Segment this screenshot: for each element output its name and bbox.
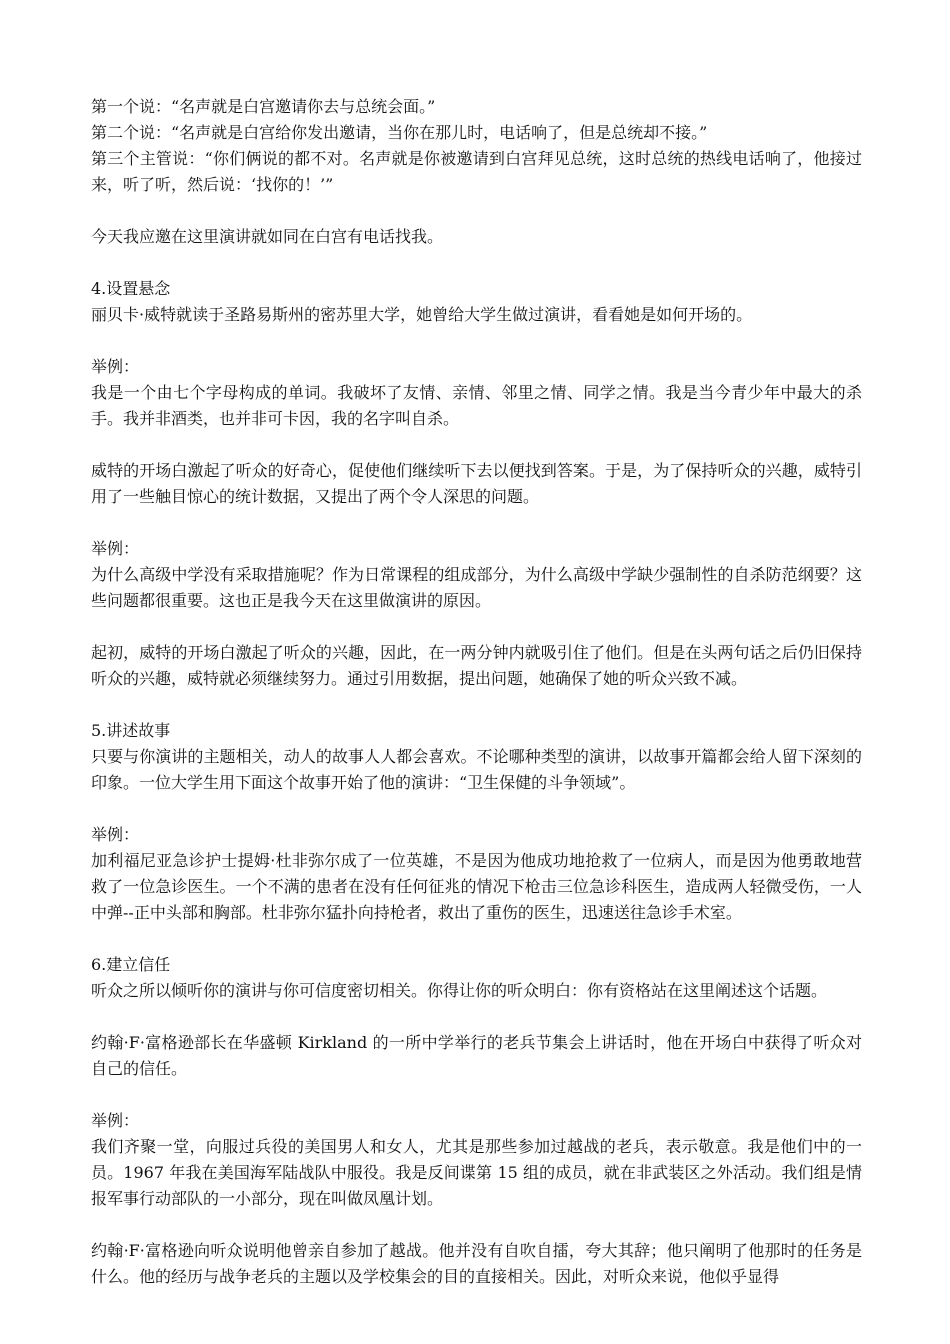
paragraph: 第二个说：“名声就是白宫给你发出邀请，当你在那儿时，电话响了，但是总统却不接。” [91,123,708,142]
paragraph: 举例： [91,825,140,844]
paragraph: 约翰·F·富格逊部长在华盛顿 Kirkland 的一所中学举行的老兵节集会上讲话时，他在开场白中获得了听众对自己的信任。 [91,1033,862,1078]
paragraph: 丽贝卡·威特就读于圣路易斯州的密苏里大学，她曾给大学生做过演讲，看看她是如何开场的。 [91,305,753,324]
paragraph: 起初，威特的开场白激起了听众的兴趣，因此，在一两分钟内就吸引住了他们。但是在头两句话之后仍旧保持听众的兴趣，威特就必须继续努力。通过引用数据，提出问题，她确保了她的听众兴致不减。 [91,643,862,688]
document-body [91,94,862,1290]
blank-line [91,796,862,822]
paragraph: 第一个说：“名声就是白宫邀请你去与总统会面。” [91,97,436,116]
paragraph: 我们齐聚一堂，向服过兵役的美国男人和女人，尤其是那些参加过越战的老兵，表示敬意。我是他们中的一员。1967 年我在美国海军陆战队中服役。我是反间谍第 15 组的成员，就在非武装区之外活动。我们组是情报军事行动部队的一小部分，现在叫做凤凰计划。 [91,1137,862,1208]
blank-line [91,692,862,718]
paragraph: 举例： [91,357,140,376]
blank-line [91,614,862,640]
paragraph: 举例： [91,539,140,558]
blank-line [91,926,862,952]
paragraph: 4.设置悬念 [91,279,171,298]
paragraph: 6.建立信任 [91,955,171,974]
blank-line [91,1212,862,1238]
paragraph: 5.讲述故事 [91,721,171,740]
blank-line [91,1004,862,1030]
paragraph: 加利福尼亚急诊护士提姆·杜非弥尔成了一位英雄，不是因为他成功地抢救了一位病人，而是因为他勇敢地营救了一位急诊医生。一个不满的患者在没有任何征兆的情况下枪击三位急诊科医生，造成两人轻微受伤，一人中弹--正中头部和胸部。杜非弥尔猛扑向持枪者，救出了重伤的医生，迅速送往急诊手术室。 [91,851,862,922]
paragraph: 第三个主管说：“你们俩说的都不对。名声就是你被邀请到白宫拜见总统，这时总统的热线电话响了，他接过来，听了听，然后说：‘找你的！’” [91,149,862,194]
blank-line [91,250,862,276]
paragraph: 只要与你演讲的主题相关，动人的故事人人都会喜欢。不论哪种类型的演讲，以故事开篇都会给人留下深刻的印象。一位大学生用下面这个故事开始了他的演讲：“卫生保健的斗争领域”。 [91,747,862,792]
blank-line [91,328,862,354]
paragraph: 听众之所以倾听你的演讲与你可信度密切相关。你得让你的听众明白：你有资格站在这里阐述这个话题。 [91,981,828,1000]
paragraph: 为什么高级中学没有采取措施呢？作为日常课程的组成部分，为什么高级中学缺少强制性的自杀防范纲要？这些问题都很重要。这也正是我今天在这里做演讲的原因。 [91,565,862,610]
blank-line [91,510,862,536]
paragraph: 今天我应邀在这里演讲就如同在白宫有电话找我。 [91,227,444,246]
paragraph: 举例： [91,1111,140,1130]
blank-line [91,432,862,458]
paragraph: 威特的开场白激起了听众的好奇心，促使他们继续听下去以便找到答案。于是，为了保持听众的兴趣，威特引用了一些触目惊心的统计数据，又提出了两个令人深思的问题。 [91,461,862,506]
blank-line [91,1082,862,1108]
blank-line [91,198,862,224]
paragraph: 我是一个由七个字母构成的单词。我破坏了友情、亲情、邻里之情、同学之情。我是当今青少年中最大的杀手。我并非酒类，也并非可卡因，我的名字叫自杀。 [91,383,862,428]
paragraph: 约翰·F·富格逊向听众说明他曾亲自参加了越战。他并没有自吹自擂，夸大其辞；他只阐明了他那时的任务是什么。他的经历与战争老兵的主题以及学校集会的目的直接相关。因此，对听众来说，他似乎显得 [91,1241,862,1286]
